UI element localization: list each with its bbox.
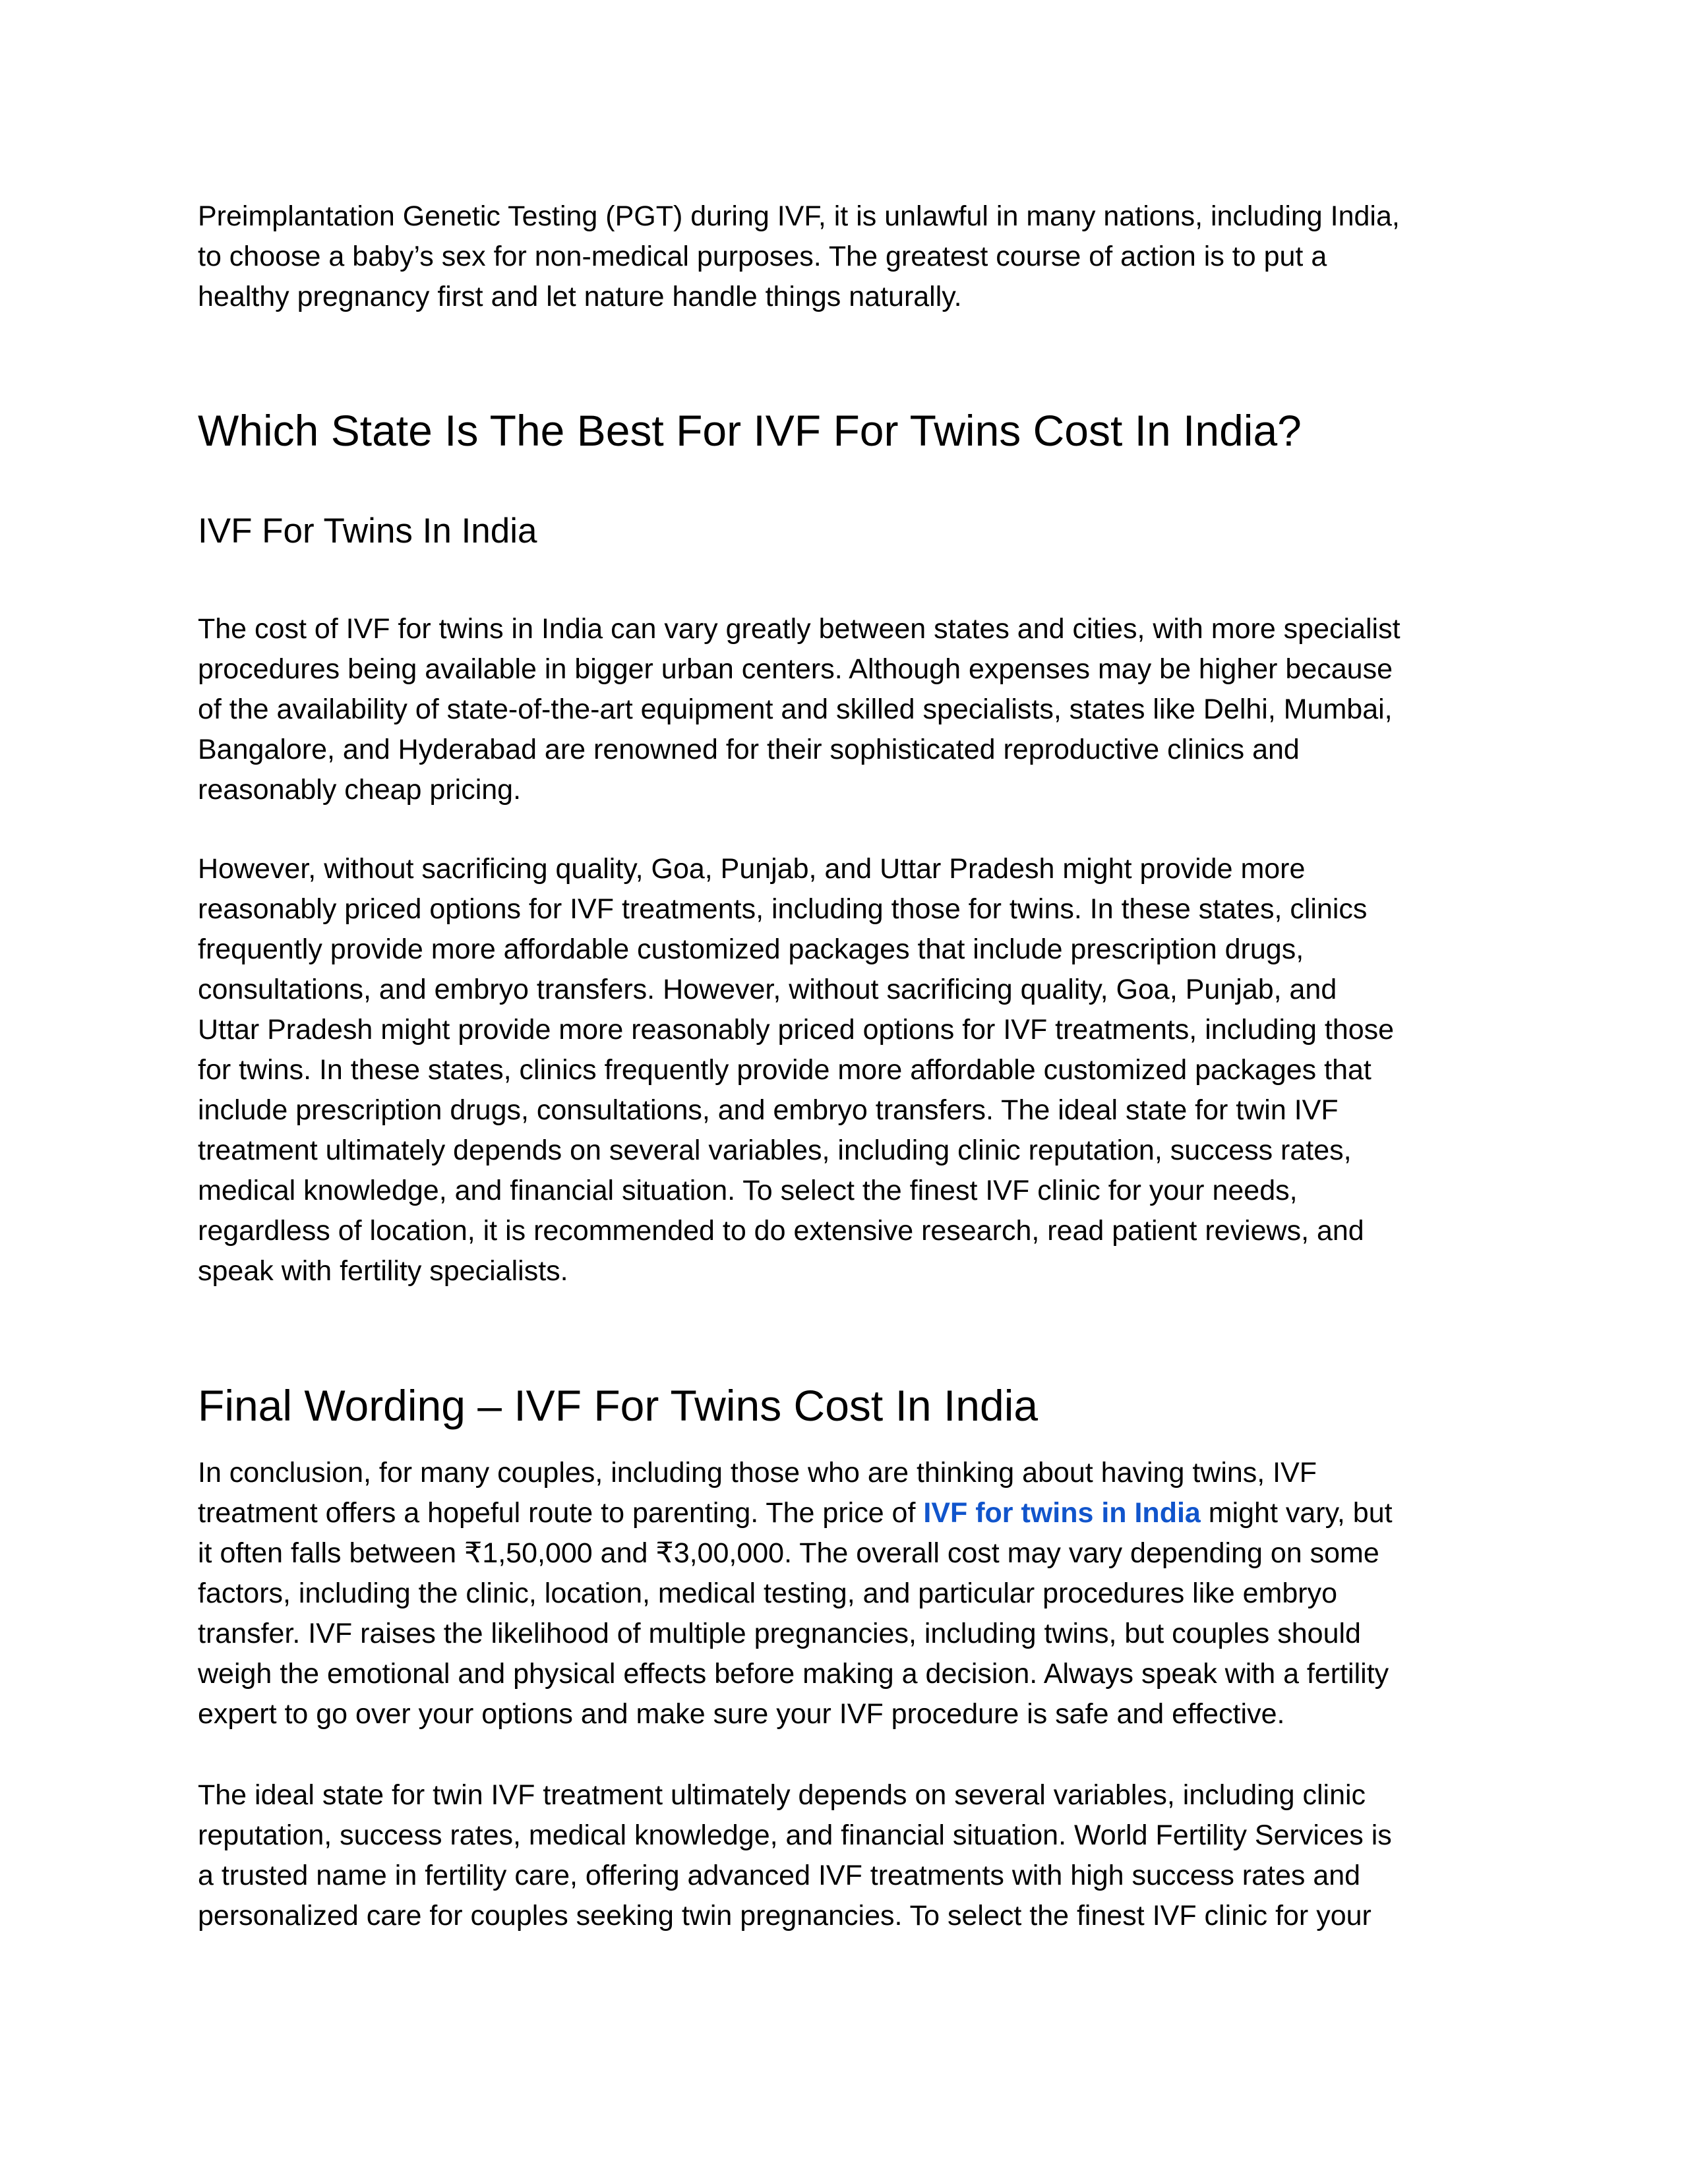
ivf-twins-india-link[interactable]: IVF for twins in India (923, 1497, 1201, 1529)
conclusion-text-before-link: In conclusion, for many couples, including those who are thinking about having twins, IVF treatment offers a hopeful route to parenting. The price of (198, 1457, 1317, 1529)
paragraph-conclusion (198, 1453, 1490, 1734)
heading-best-state: Which State Is The Best For IVF For Twins Cost In India? (198, 406, 1302, 455)
paragraph-ideal-state: The ideal state for twin IVF treatment ultimately depends on several variables, including clinic reputation, success rates, medical knowledge, and financial situation. World Fertility Services is a trusted name in fertility care, offering advanced IVF treatments with high success rates and personalized care for couples seeking twin pregnancies. To select the finest IVF clinic for your (198, 1779, 1392, 1932)
subheading-twins-india: IVF For Twins In India (198, 512, 537, 550)
paragraph-cost-vary: The cost of IVF for twins in India can vary greatly between states and cities, with more specialist procedures being available in bigger urban centers. Although expenses may be higher because of the availability of state-of-the-art equipment and skilled specialists, states like Delhi, Mumbai, Bangalore, and Hyderabad are renowned for their sophisticated reproductive clinics and reasonably cheap pricing. (198, 613, 1401, 806)
paragraph-intro: Preimplantation Genetic Testing (PGT) during IVF, it is unlawful in many nations, including India, to choose a baby’s sex for non-medical purposes. The greatest course of action is to put a healthy pregnancy first and let nature handle things naturally. (198, 200, 1400, 312)
paragraph-however: However, without sacrificing quality, Goa, Punjab, and Uttar Pradesh might provide more reasonably priced options for IVF treatments, including those for twins. In these states, clinics frequently provide more affordable customized packages that include prescription drugs, consultations, and embryo transfers. However, without sacrificing quality, Goa, Punjab, and Uttar Pradesh might provide more reasonably priced options for IVF treatments, including those for twins. In these states, clinics frequently provide more affordable customized packages that include prescription drugs, consultations, and embryo transfers. The ideal state for twin IVF treatment ultimately depends on several variables, including clinic reputation, success rates, medical knowledge, and financial situation. To select the finest IVF clinic for your needs, regardless of location, it is recommended to do extensive research, read patient reviews, and speak with fertility specialists. (198, 853, 1395, 1287)
conclusion-text-after-link: might vary, but it often falls between ₹1,50,000 and ₹3,00,000. The overall cost may vary depending on some factors, including the clinic, location, medical testing, and particular procedures like embryo transfer. IVF raises the likelihood of multiple pregnancies, including twins, but couples should weigh the emotional and physical effects before making a decision. Always speak with a fertility expert to go over your options and make sure your IVF procedure is safe and effective. (198, 1497, 1393, 1730)
heading-final-wording: Final Wording – IVF For Twins Cost In India (198, 1381, 1039, 1430)
